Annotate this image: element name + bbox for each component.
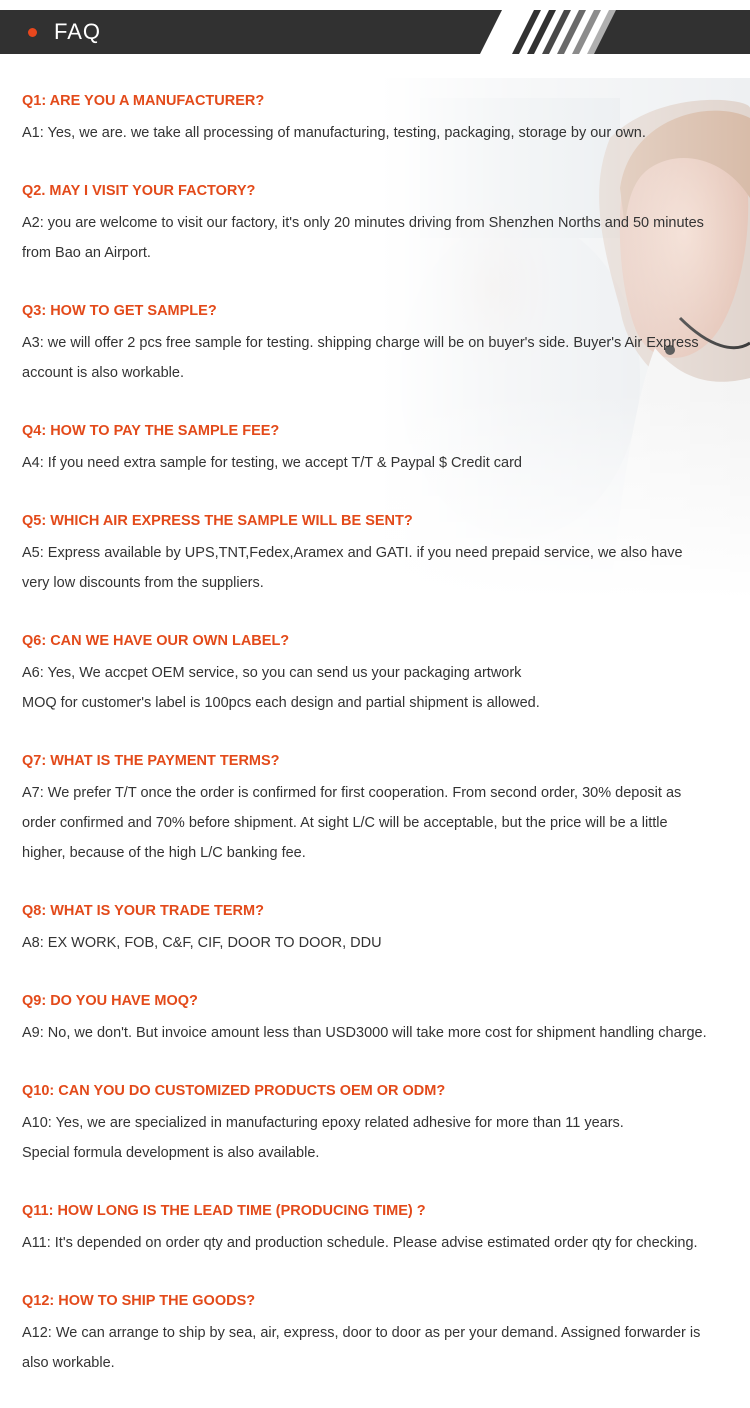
faq-answer-line: account is also workable. (22, 365, 184, 381)
faq-item (22, 898, 742, 958)
faq-item (22, 988, 742, 1048)
faq-answer-line: order confirmed and 70% before shipment. At sight L/C will be acceptable, but the price will be a little (22, 815, 668, 831)
faq-answer-line: A5: Express available by UPS,TNT,Fedex,Aramex and GATI. if you need prepaid service, we also have (22, 545, 683, 561)
faq-item (22, 508, 742, 598)
faq-question: Q8: WHAT IS YOUR TRADE TERM? (22, 903, 264, 919)
faq-question: Q9: DO YOU HAVE MOQ? (22, 993, 198, 1009)
decorative-stripes-icon (480, 10, 750, 54)
faq-item (22, 1288, 742, 1378)
faq-answer-line: A7: We prefer T/T once the order is confirmed for first cooperation. From second order, 30% deposit as (22, 785, 682, 801)
faq-answer-line: Special formula development is also available. (22, 1145, 320, 1161)
faq-item (22, 748, 742, 868)
faq-answer (22, 118, 742, 148)
faq-item (22, 418, 742, 478)
faq-answer-line: from Bao an Airport. (22, 245, 151, 261)
faq-answer (22, 538, 742, 598)
faq-answer-line: A8: EX WORK, FOB, C&F, CIF, DOOR TO DOOR, DDU (22, 935, 382, 951)
faq-answer-line: MOQ for customer's label is 100pcs each design and partial shipment is allowed. (22, 695, 540, 711)
faq-answer (22, 208, 742, 268)
faq-answer-line: A10: Yes, we are specialized in manufacturing epoxy related adhesive for more than 11 years. (22, 1115, 624, 1131)
faq-question: Q3: HOW TO GET SAMPLE? (22, 303, 217, 319)
faq-item (22, 1078, 742, 1168)
faq-question: Q5: WHICH AIR EXPRESS THE SAMPLE WILL BE SENT? (22, 513, 413, 529)
faq-answer-line: A6: Yes, We accpet OEM service, so you can send us your packaging artwork (22, 665, 522, 681)
faq-item (22, 1198, 742, 1258)
faq-item (22, 178, 742, 268)
faq-answer-line: A3: we will offer 2 pcs free sample for testing. shipping charge will be on buyer's side. Buyer's Air Express (22, 335, 699, 351)
faq-list (22, 88, 742, 1408)
faq-answer (22, 1108, 742, 1168)
faq-answer-line: also workable. (22, 1355, 115, 1371)
faq-item (22, 298, 742, 388)
faq-answer-line: A12: We can arrange to ship by sea, air, express, door to door as per your demand. Assigned forwarder is (22, 1325, 701, 1341)
faq-header-bar (0, 10, 750, 54)
faq-answer-line: higher, because of the high L/C banking fee. (22, 845, 306, 861)
faq-question: Q1: ARE YOU A MANUFACTURER? (22, 93, 265, 109)
bullet-dot-icon (28, 28, 37, 37)
faq-answer-line: A2: you are welcome to visit our factory, it's only 20 minutes driving from Shenzhen Norths and 50 minutes (22, 215, 704, 231)
faq-answer (22, 778, 742, 868)
faq-answer-line: very low discounts from the suppliers. (22, 575, 264, 591)
faq-item (22, 88, 742, 148)
faq-answer (22, 658, 742, 718)
faq-question: Q11: HOW LONG IS THE LEAD TIME (PRODUCING TIME) ? (22, 1203, 426, 1219)
faq-question: Q2. MAY I VISIT YOUR FACTORY? (22, 183, 256, 199)
faq-item (22, 628, 742, 718)
faq-answer (22, 1018, 742, 1048)
faq-answer-line: A9: No, we don't. But invoice amount less than USD3000 will take more cost for shipment handling charge. (22, 1025, 707, 1041)
page-title: FAQ (54, 19, 102, 44)
faq-question: Q12: HOW TO SHIP THE GOODS? (22, 1293, 256, 1309)
faq-answer (22, 928, 742, 958)
faq-answer (22, 448, 742, 478)
faq-answer-line: A4: If you need extra sample for testing, we accept T/T & Paypal $ Credit card (22, 455, 522, 471)
faq-question: Q4: HOW TO PAY THE SAMPLE FEE? (22, 423, 280, 439)
faq-answer (22, 1318, 742, 1378)
faq-question: Q6: CAN WE HAVE OUR OWN LABEL? (22, 633, 290, 649)
faq-question: Q10: CAN YOU DO CUSTOMIZED PRODUCTS OEM OR ODM? (22, 1083, 446, 1099)
faq-answer-line: A1: Yes, we are. we take all processing of manufacturing, testing, packaging, storage by our own. (22, 125, 646, 141)
faq-question: Q7: WHAT IS THE PAYMENT TERMS? (22, 753, 280, 769)
faq-answer-line: A11: It's depended on order qty and production schedule. Please advise estimated order qty for checking. (22, 1235, 698, 1251)
faq-answer (22, 1228, 742, 1258)
faq-answer (22, 328, 742, 388)
